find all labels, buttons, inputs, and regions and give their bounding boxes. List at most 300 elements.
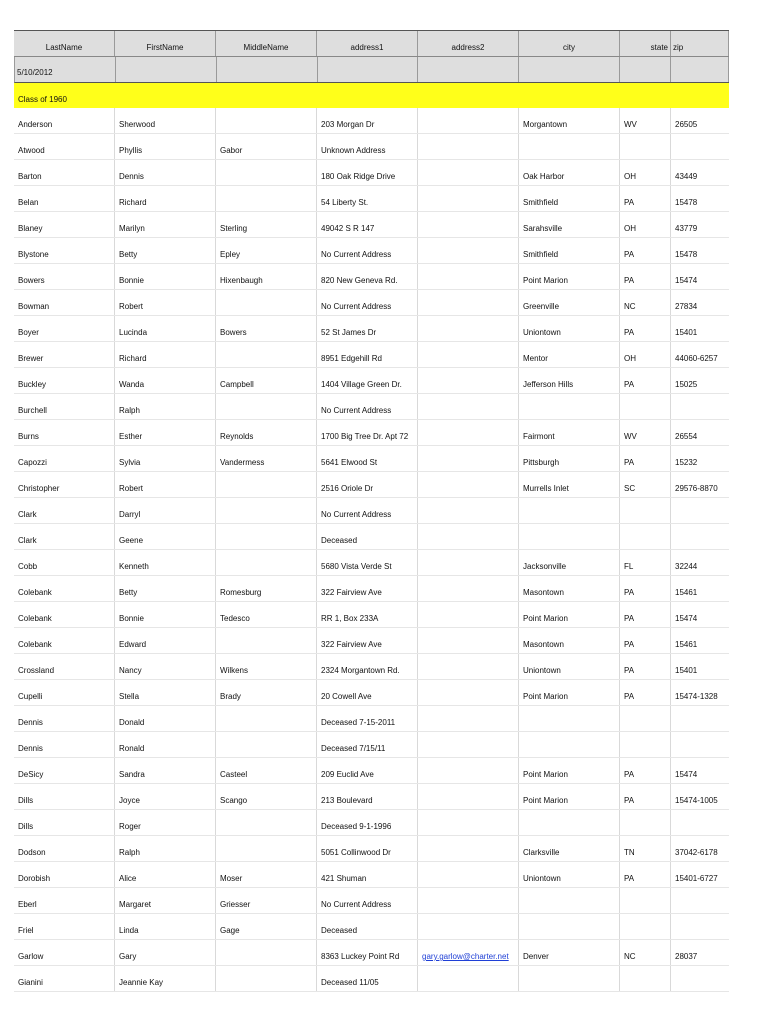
cell-zip[interactable]: [671, 316, 729, 341]
cell-lastname[interactable]: [14, 524, 115, 549]
cell-city[interactable]: [519, 836, 620, 861]
cell-zip[interactable]: [671, 550, 729, 575]
date-cell[interactable]: 5/10/2012: [15, 57, 116, 82]
cell-middlename[interactable]: [216, 160, 317, 185]
cell-zip[interactable]: [671, 914, 729, 939]
cell-address1[interactable]: [317, 238, 418, 263]
cell-city[interactable]: [519, 186, 620, 211]
cell-address1[interactable]: [317, 628, 418, 653]
cell-city[interactable]: [519, 680, 620, 705]
cell-zip[interactable]: [671, 212, 729, 237]
cell-address1[interactable]: [317, 810, 418, 835]
cell-zip[interactable]: [671, 758, 729, 783]
cell-address2[interactable]: [418, 108, 519, 133]
cell-middlename[interactable]: [216, 420, 317, 445]
cell-firstname[interactable]: [115, 238, 216, 263]
empty-cell[interactable]: [217, 57, 318, 82]
cell-address1[interactable]: [317, 472, 418, 497]
cell-state[interactable]: [620, 966, 671, 991]
cell-city[interactable]: [519, 784, 620, 809]
cell-state[interactable]: [620, 888, 671, 913]
cell-middlename[interactable]: [216, 368, 317, 393]
column-header-zip[interactable]: zip: [671, 31, 729, 56]
cell-lastname[interactable]: [14, 134, 115, 159]
cell-middlename[interactable]: [216, 758, 317, 783]
cell-lastname[interactable]: [14, 628, 115, 653]
cell-state[interactable]: [620, 238, 671, 263]
cell-middlename[interactable]: [216, 342, 317, 367]
cell-address1[interactable]: [317, 758, 418, 783]
cell-address1[interactable]: [317, 108, 418, 133]
cell-lastname[interactable]: [14, 732, 115, 757]
cell-firstname[interactable]: [115, 446, 216, 471]
cell-address2[interactable]: [418, 966, 519, 991]
cell-firstname[interactable]: [115, 524, 216, 549]
cell-address1[interactable]: [317, 134, 418, 159]
cell-state[interactable]: [620, 186, 671, 211]
cell-address2[interactable]: [418, 290, 519, 315]
cell-address2[interactable]: [418, 498, 519, 523]
cell-address2[interactable]: [418, 628, 519, 653]
cell-middlename[interactable]: [216, 238, 317, 263]
cell-address1[interactable]: [317, 888, 418, 913]
cell-zip[interactable]: [671, 888, 729, 913]
cell-lastname[interactable]: [14, 940, 115, 965]
cell-state[interactable]: [620, 498, 671, 523]
cell-firstname[interactable]: [115, 160, 216, 185]
cell-firstname[interactable]: [115, 394, 216, 419]
empty-cell[interactable]: [318, 57, 419, 82]
cell-address1[interactable]: [317, 680, 418, 705]
cell-state[interactable]: [620, 654, 671, 679]
cell-address2[interactable]: [418, 472, 519, 497]
cell-lastname[interactable]: [14, 836, 115, 861]
cell-address2[interactable]: [418, 602, 519, 627]
cell-middlename[interactable]: [216, 134, 317, 159]
cell-firstname[interactable]: [115, 368, 216, 393]
column-header-lastname[interactable]: LastName: [14, 31, 115, 56]
cell-state[interactable]: [620, 862, 671, 887]
cell-lastname[interactable]: [14, 810, 115, 835]
cell-state[interactable]: [620, 342, 671, 367]
cell-middlename[interactable]: [216, 316, 317, 341]
cell-state[interactable]: [620, 550, 671, 575]
cell-state[interactable]: [620, 290, 671, 315]
cell-firstname[interactable]: [115, 472, 216, 497]
column-header-middlename[interactable]: MiddleName: [216, 31, 317, 56]
cell-lastname[interactable]: [14, 108, 115, 133]
cell-address2[interactable]: [418, 732, 519, 757]
cell-middlename[interactable]: [216, 680, 317, 705]
cell-address1[interactable]: [317, 576, 418, 601]
cell-lastname[interactable]: [14, 758, 115, 783]
cell-zip[interactable]: [671, 706, 729, 731]
cell-zip[interactable]: [671, 238, 729, 263]
cell-city[interactable]: [519, 238, 620, 263]
cell-address2[interactable]: [418, 186, 519, 211]
empty-cell[interactable]: [620, 57, 671, 82]
cell-address2[interactable]: [418, 654, 519, 679]
cell-address1[interactable]: [317, 966, 418, 991]
cell-middlename[interactable]: [216, 784, 317, 809]
cell-zip[interactable]: [671, 524, 729, 549]
cell-address2[interactable]: [418, 914, 519, 939]
cell-lastname[interactable]: [14, 316, 115, 341]
cell-address1[interactable]: [317, 706, 418, 731]
cell-state[interactable]: [620, 940, 671, 965]
cell-city[interactable]: [519, 108, 620, 133]
cell-middlename[interactable]: [216, 940, 317, 965]
cell-city[interactable]: [519, 160, 620, 185]
cell-middlename[interactable]: [216, 186, 317, 211]
cell-address1[interactable]: [317, 394, 418, 419]
cell-city[interactable]: [519, 212, 620, 237]
cell-city[interactable]: [519, 420, 620, 445]
cell-address2[interactable]: [418, 576, 519, 601]
cell-text: Dills: [18, 822, 34, 831]
cell-city[interactable]: [519, 368, 620, 393]
cell-city[interactable]: [519, 498, 620, 523]
cell-middlename[interactable]: [216, 602, 317, 627]
cell-address2[interactable]: [418, 706, 519, 731]
cell-address2[interactable]: [418, 888, 519, 913]
cell-firstname[interactable]: [115, 342, 216, 367]
cell-address1[interactable]: [317, 342, 418, 367]
cell-address1[interactable]: [317, 550, 418, 575]
cell-address2[interactable]: [418, 368, 519, 393]
cell-address2[interactable]: [418, 758, 519, 783]
cell-address1[interactable]: [317, 420, 418, 445]
table-row: [14, 576, 729, 602]
cell-firstname[interactable]: [115, 186, 216, 211]
cell-city[interactable]: [519, 602, 620, 627]
cell-city[interactable]: [519, 446, 620, 471]
cell-zip[interactable]: [671, 446, 729, 471]
cell-firstname[interactable]: [115, 290, 216, 315]
cell-address1[interactable]: [317, 498, 418, 523]
cell-zip[interactable]: [671, 940, 729, 965]
cell-middlename[interactable]: [216, 654, 317, 679]
cell-city[interactable]: [519, 888, 620, 913]
cell-state[interactable]: [620, 836, 671, 861]
cell-city[interactable]: [519, 290, 620, 315]
cell-lastname[interactable]: [14, 186, 115, 211]
cell-city[interactable]: [519, 264, 620, 289]
cell-middlename[interactable]: [216, 914, 317, 939]
cell-state[interactable]: [620, 212, 671, 237]
cell-address1[interactable]: [317, 940, 418, 965]
cell-middlename[interactable]: [216, 576, 317, 601]
cell-zip[interactable]: [671, 160, 729, 185]
cell-zip[interactable]: [671, 628, 729, 653]
cell-lastname[interactable]: [14, 862, 115, 887]
cell-firstname[interactable]: [115, 498, 216, 523]
cell-city[interactable]: [519, 706, 620, 731]
cell-text: Casteel: [220, 770, 248, 779]
cell-state[interactable]: [620, 758, 671, 783]
cell-address1[interactable]: [317, 264, 418, 289]
cell-lastname[interactable]: [14, 446, 115, 471]
cell-middlename[interactable]: [216, 888, 317, 913]
cell-city[interactable]: [519, 550, 620, 575]
cell-address1[interactable]: [317, 290, 418, 315]
cell-zip[interactable]: [671, 290, 729, 315]
cell-address1[interactable]: [317, 914, 418, 939]
cell-city[interactable]: [519, 758, 620, 783]
cell-lastname[interactable]: [14, 706, 115, 731]
cell-lastname[interactable]: [14, 680, 115, 705]
cell-lastname[interactable]: [14, 420, 115, 445]
cell-state[interactable]: [620, 368, 671, 393]
column-header-state[interactable]: state: [620, 31, 671, 56]
column-header-address2[interactable]: address2: [418, 31, 519, 56]
cell-address2[interactable]: [418, 810, 519, 835]
cell-state[interactable]: [620, 914, 671, 939]
cell-zip[interactable]: [671, 394, 729, 419]
cell-city[interactable]: [519, 862, 620, 887]
cell-lastname[interactable]: [14, 784, 115, 809]
cell-state[interactable]: [620, 576, 671, 601]
cell-text: Deceased 7-15-2011: [321, 718, 396, 727]
cell-lastname[interactable]: [14, 472, 115, 497]
cell-lastname[interactable]: [14, 888, 115, 913]
cell-city[interactable]: [519, 394, 620, 419]
cell-zip[interactable]: [671, 498, 729, 523]
cell-address2[interactable]: [418, 862, 519, 887]
cell-lastname[interactable]: [14, 966, 115, 991]
cell-state[interactable]: [620, 810, 671, 835]
cell-address2[interactable]: [418, 342, 519, 367]
cell-firstname[interactable]: [115, 654, 216, 679]
cell-city[interactable]: [519, 940, 620, 965]
cell-firstname[interactable]: [115, 680, 216, 705]
cell-firstname[interactable]: [115, 836, 216, 861]
cell-state[interactable]: [620, 108, 671, 133]
cell-firstname[interactable]: [115, 914, 216, 939]
cell-city[interactable]: [519, 576, 620, 601]
cell-address1[interactable]: [317, 524, 418, 549]
cell-lastname[interactable]: [14, 498, 115, 523]
cell-lastname[interactable]: [14, 212, 115, 237]
cell-zip[interactable]: [671, 472, 729, 497]
cell-address2[interactable]: [418, 680, 519, 705]
empty-cell[interactable]: [671, 57, 729, 82]
cell-firstname[interactable]: [115, 264, 216, 289]
cell-lastname[interactable]: [14, 550, 115, 575]
cell-state[interactable]: [620, 680, 671, 705]
column-header-address1[interactable]: address1: [317, 31, 418, 56]
empty-cell[interactable]: [418, 57, 519, 82]
cell-lastname[interactable]: [14, 368, 115, 393]
cell-state[interactable]: [620, 784, 671, 809]
cell-zip[interactable]: [671, 602, 729, 627]
cell-address1[interactable]: [317, 732, 418, 757]
cell-middlename[interactable]: [216, 628, 317, 653]
cell-address2[interactable]: [418, 784, 519, 809]
cell-address1[interactable]: [317, 368, 418, 393]
cell-firstname[interactable]: [115, 758, 216, 783]
cell-state[interactable]: [620, 732, 671, 757]
cell-lastname[interactable]: [14, 160, 115, 185]
cell-address1[interactable]: [317, 212, 418, 237]
empty-cell[interactable]: [519, 57, 620, 82]
cell-zip[interactable]: [671, 836, 729, 861]
cell-city[interactable]: [519, 732, 620, 757]
column-header-firstname[interactable]: FirstName: [115, 31, 216, 56]
cell-middlename[interactable]: [216, 524, 317, 549]
cell-address2[interactable]: [418, 160, 519, 185]
cell-address2[interactable]: [418, 134, 519, 159]
cell-firstname[interactable]: [115, 316, 216, 341]
email-link[interactable]: gary.garlow@charter.net: [422, 952, 509, 961]
cell-state[interactable]: [620, 446, 671, 471]
cell-zip[interactable]: [671, 368, 729, 393]
cell-middlename[interactable]: [216, 212, 317, 237]
cell-middlename[interactable]: [216, 498, 317, 523]
cell-address1[interactable]: [317, 316, 418, 341]
cell-lastname[interactable]: [14, 238, 115, 263]
class-heading-cell[interactable]: Class of 1960: [18, 96, 67, 104]
cell-firstname[interactable]: [115, 576, 216, 601]
cell-firstname[interactable]: [115, 966, 216, 991]
cell-state[interactable]: [620, 420, 671, 445]
cell-zip[interactable]: [671, 342, 729, 367]
cell-lastname[interactable]: [14, 576, 115, 601]
cell-firstname[interactable]: [115, 550, 216, 575]
cell-firstname[interactable]: [115, 784, 216, 809]
cell-zip[interactable]: [671, 784, 729, 809]
cell-state[interactable]: [620, 160, 671, 185]
cell-zip[interactable]: [671, 420, 729, 445]
cell-lastname[interactable]: [14, 914, 115, 939]
cell-firstname[interactable]: [115, 212, 216, 237]
cell-firstname[interactable]: [115, 628, 216, 653]
cell-middlename[interactable]: [216, 446, 317, 471]
cell-city[interactable]: [519, 966, 620, 991]
cell-address2[interactable]: [418, 524, 519, 549]
cell-address1[interactable]: [317, 160, 418, 185]
cell-firstname[interactable]: [115, 706, 216, 731]
cell-city[interactable]: [519, 472, 620, 497]
cell-lastname[interactable]: [14, 602, 115, 627]
cell-firstname[interactable]: [115, 134, 216, 159]
cell-city[interactable]: [519, 810, 620, 835]
cell-city[interactable]: [519, 628, 620, 653]
cell-address1[interactable]: [317, 654, 418, 679]
cell-address1[interactable]: [317, 186, 418, 211]
cell-address2[interactable]: [418, 238, 519, 263]
cell-zip[interactable]: [671, 680, 729, 705]
cell-zip[interactable]: [671, 134, 729, 159]
cell-address1[interactable]: [317, 836, 418, 861]
cell-state[interactable]: [620, 706, 671, 731]
cell-city[interactable]: [519, 654, 620, 679]
cell-middlename[interactable]: [216, 290, 317, 315]
column-header-city[interactable]: city: [519, 31, 620, 56]
cell-text: Sherwood: [119, 120, 156, 129]
cell-zip[interactable]: [671, 810, 729, 835]
cell-firstname[interactable]: [115, 940, 216, 965]
cell-city[interactable]: [519, 914, 620, 939]
cell-middlename[interactable]: [216, 108, 317, 133]
cell-lastname[interactable]: [14, 394, 115, 419]
cell-text: Fairmont: [523, 432, 555, 441]
cell-city[interactable]: [519, 134, 620, 159]
cell-city[interactable]: [519, 316, 620, 341]
cell-address1[interactable]: [317, 602, 418, 627]
cell-address1[interactable]: [317, 446, 418, 471]
cell-text: Point Marion: [523, 770, 568, 779]
cell-middlename[interactable]: [216, 264, 317, 289]
cell-middlename[interactable]: [216, 810, 317, 835]
cell-firstname[interactable]: [115, 732, 216, 757]
cell-firstname[interactable]: [115, 888, 216, 913]
cell-zip[interactable]: [671, 108, 729, 133]
cell-address2[interactable]: [418, 940, 519, 965]
cell-firstname[interactable]: [115, 108, 216, 133]
cell-text: Uniontown: [523, 874, 561, 883]
cell-middlename[interactable]: [216, 732, 317, 757]
cell-state[interactable]: [620, 134, 671, 159]
cell-middlename[interactable]: [216, 394, 317, 419]
cell-text: Linda: [119, 926, 139, 935]
cell-firstname[interactable]: [115, 862, 216, 887]
cell-address2[interactable]: [418, 394, 519, 419]
cell-state[interactable]: [620, 472, 671, 497]
cell-middlename[interactable]: [216, 836, 317, 861]
cell-zip[interactable]: [671, 576, 729, 601]
cell-middlename[interactable]: [216, 550, 317, 575]
cell-state[interactable]: [620, 524, 671, 549]
cell-lastname[interactable]: [14, 264, 115, 289]
cell-firstname[interactable]: [115, 420, 216, 445]
cell-text: Moser: [220, 874, 243, 883]
empty-cell[interactable]: [116, 57, 217, 82]
cell-zip[interactable]: [671, 966, 729, 991]
cell-state[interactable]: [620, 394, 671, 419]
cell-city[interactable]: [519, 342, 620, 367]
cell-lastname[interactable]: [14, 290, 115, 315]
cell-middlename[interactable]: [216, 472, 317, 497]
cell-middlename[interactable]: [216, 966, 317, 991]
cell-middlename[interactable]: [216, 706, 317, 731]
cell-address1[interactable]: [317, 862, 418, 887]
cell-address2[interactable]: [418, 836, 519, 861]
cell-address2[interactable]: [418, 550, 519, 575]
cell-address2[interactable]: [418, 446, 519, 471]
cell-city[interactable]: [519, 524, 620, 549]
cell-address2[interactable]: [418, 420, 519, 445]
cell-lastname[interactable]: [14, 342, 115, 367]
cell-firstname[interactable]: [115, 602, 216, 627]
cell-zip[interactable]: [671, 186, 729, 211]
cell-address1[interactable]: [317, 784, 418, 809]
cell-state[interactable]: [620, 602, 671, 627]
cell-address2[interactable]: [418, 316, 519, 341]
cell-zip[interactable]: [671, 264, 729, 289]
cell-state[interactable]: [620, 264, 671, 289]
cell-middlename[interactable]: [216, 862, 317, 887]
cell-address2[interactable]: [418, 264, 519, 289]
cell-lastname[interactable]: [14, 654, 115, 679]
cell-address2[interactable]: [418, 212, 519, 237]
cell-state[interactable]: [620, 628, 671, 653]
cell-zip[interactable]: [671, 732, 729, 757]
cell-firstname[interactable]: [115, 810, 216, 835]
cell-zip[interactable]: [671, 654, 729, 679]
cell-state[interactable]: [620, 316, 671, 341]
cell-zip[interactable]: [671, 862, 729, 887]
